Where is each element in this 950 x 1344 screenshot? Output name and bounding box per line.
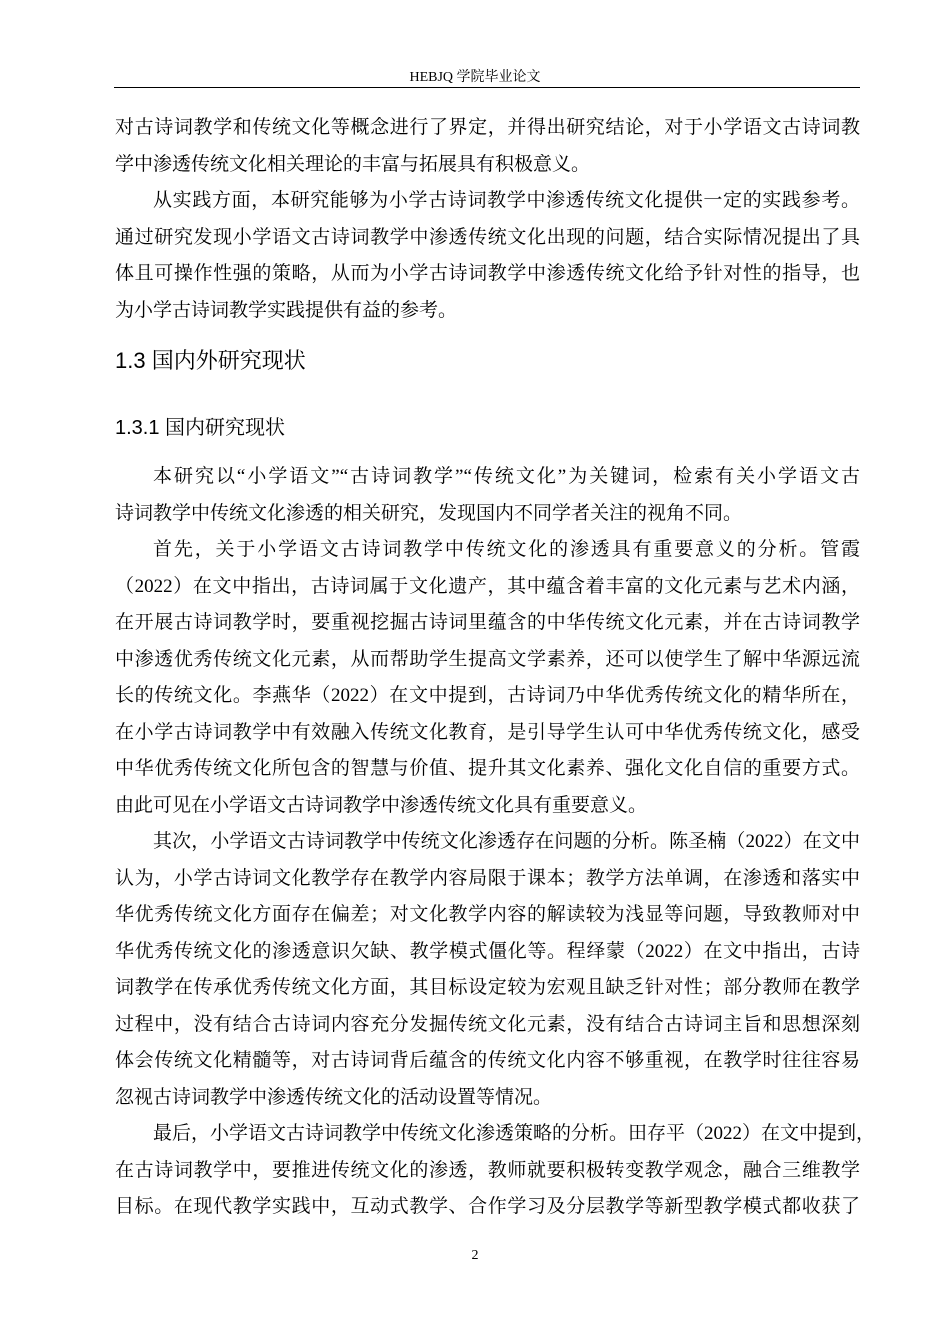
subsection-heading: 1.3.1 国内研究现状 — [115, 417, 286, 439]
paragraph-line: 从实践方面，本研究能够为小学古诗词教学中渗透传统文化提供一定的实践参考。 — [153, 190, 860, 211]
paragraph-line: 词教学在传承优秀传统文化方面，其目标设定较为宏观且缺乏针对性；部分教师在教学 — [115, 977, 860, 998]
paragraph-line: 为小学古诗词教学实践提供有益的参考。 — [115, 299, 458, 321]
running-header: HEBJQ 学院毕业论文 — [409, 70, 541, 85]
paragraph-line: （2022）在文中指出，古诗词属于文化遗产，其中蕴含着丰富的文化元素与艺术内涵， — [115, 575, 860, 597]
paragraph-line: 华优秀传统文化方面存在偏差；对文化教学内容的解读较为浅显等问题，导致教师对中 — [115, 904, 860, 925]
paragraph-line: 长的传统文化。李燕华（2022）在文中提到，古诗词乃中华优秀传统文化的精华所在， — [115, 685, 860, 706]
paragraph-line: 在古诗词教学中，要推进传统文化的渗透，教师就要积极转变教学观念，融合三维教学 — [115, 1159, 860, 1181]
paragraph-line: 首先，关于小学语文古诗词教学中传统文化的渗透具有重要意义的分析。管霞 — [153, 539, 860, 560]
paragraph-line: 忽视古诗词教学中渗透传统文化的活动设置等情况。 — [115, 1086, 553, 1108]
paragraph-line: 通过研究发现小学语文古诗词教学中渗透传统文化出现的问题，结合实际情况提出了具 — [115, 226, 860, 248]
paragraph-line: 过程中，没有结合古诗词内容充分发掘传统文化元素，没有结合古诗词主旨和思想深刻 — [115, 1013, 860, 1035]
paragraph-line: 在开展古诗词教学时，要重视挖掘古诗词里蕴含的中华传统文化元素，并在古诗词教学 — [115, 612, 860, 633]
paragraph-line: 华优秀传统文化的渗透意识欠缺、教学模式僵化等。程绎蒙（2022）在文中指出，古诗 — [115, 940, 860, 962]
paragraph-line: 最后，小学语文古诗词教学中传统文化渗透策略的分析。田存平（2022）在文中提到， — [153, 1123, 876, 1144]
paragraph-line: 本研究以“小学语文”“古诗词教学”“传统文化”为关键词，检索有关小学语文古 — [153, 466, 860, 487]
paragraph-line: 由此可见在小学语文古诗词教学中渗透传统文化具有重要意义。 — [115, 794, 648, 816]
page-number: 2 — [471, 1248, 479, 1263]
section-heading: 1.3 国内外研究现状 — [115, 348, 306, 373]
paragraph-line: 诗词教学中传统文化渗透的相关研究，发现国内不同学者关注的视角不同。 — [115, 502, 743, 524]
paragraph-line: 对古诗词教学和传统文化等概念进行了界定，并得出研究结论，对于小学语文古诗词教 — [115, 117, 860, 138]
paragraph-line: 学中渗透传统文化相关理论的丰富与拓展具有积极意义。 — [115, 153, 591, 175]
paragraph-line: 其次，小学语文古诗词教学中传统文化渗透存在问题的分析。陈圣楠（2022）在文中 — [153, 831, 860, 852]
paragraph-line: 体会传统文化精髓等，对古诗词背后蕴含的传统文化内容不够重视，在教学时往往容易 — [115, 1050, 860, 1071]
paragraph-line: 中渗透优秀传统文化元素，从而帮助学生提高文学素养，还可以使学生了解中华源远流 — [115, 648, 860, 670]
header-rule — [114, 87, 860, 88]
paragraph-line: 中华优秀传统文化所包含的智慧与价值、提升其文化素养、强化文化自信的重要方式。 — [115, 758, 860, 779]
paragraph-line: 认为，小学古诗词文化教学存在教学内容局限于课本；教学方法单调，在渗透和落实中 — [115, 867, 860, 889]
paragraph-line: 目标。在现代教学实践中，互动式教学、合作学习及分层教学等新型教学模式都收获了 — [115, 1196, 860, 1217]
paragraph-line: 体且可操作性强的策略，从而为小学古诗词教学中渗透传统文化给予针对性的指导，也 — [115, 263, 860, 284]
paragraph-line: 在小学古诗词教学中有效融入传统文化教育，是引导学生认可中华优秀传统文化，感受 — [115, 721, 860, 743]
